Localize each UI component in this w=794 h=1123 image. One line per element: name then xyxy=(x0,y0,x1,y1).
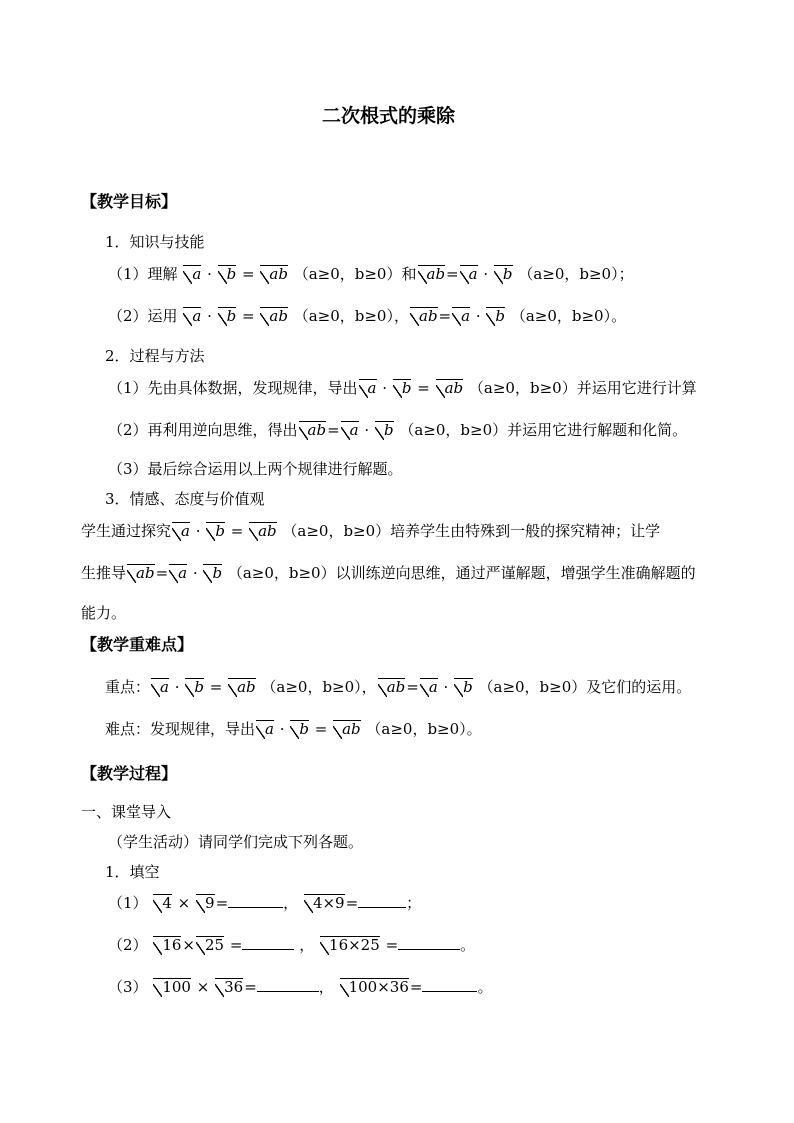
condition: （a≥0，b≥0） xyxy=(261,678,362,696)
times-symbol: × xyxy=(196,978,210,996)
answer-blank[interactable] xyxy=(242,935,294,950)
sqrt-b: b xyxy=(218,307,237,325)
goal-1-item-2 xyxy=(108,306,626,326)
question-2-end: 。 xyxy=(460,936,476,954)
question-3-end: 。 xyxy=(477,978,493,996)
goal-3-para-1-end: 培养学生由特殊到一般的探究精神；让学 xyxy=(390,522,661,540)
equals-symbol: = xyxy=(230,522,244,540)
question-1-label: （1） xyxy=(108,894,148,912)
equals-symbol: = xyxy=(209,678,223,696)
sqrt-b: b xyxy=(494,265,513,283)
equals-symbol: = xyxy=(242,307,255,325)
equals-symbol: = xyxy=(155,564,169,582)
equals-symbol: = xyxy=(438,307,452,325)
goal-3-para-2-end: 以训练逆向思维，通过严谨解题，增强学生准确解题的 xyxy=(335,564,696,582)
goal-3-para-line-2 xyxy=(81,563,696,583)
goal-2-item-1 xyxy=(108,378,697,398)
equals-symbol: = xyxy=(345,894,359,912)
heading-teaching-goals: 【教学目标】 xyxy=(81,192,178,211)
sqrt-16: 16 xyxy=(153,936,181,954)
sqrt-a: a xyxy=(172,522,190,540)
sqrt-ab: ab xyxy=(228,678,256,696)
condition: （a≥0，b≥0） xyxy=(282,522,391,540)
goal-3-para-2-prefix: 生推导 xyxy=(81,564,127,582)
goal-2-title: 2．过程与方法 xyxy=(105,347,205,365)
sqrt-100x36: 100×36 xyxy=(340,978,409,996)
goal-1-item-2-mid: ， xyxy=(393,307,409,325)
student-activity: （学生活动）请同学们完成下列各题。 xyxy=(108,833,364,851)
dot-symbol: · xyxy=(174,678,180,696)
sqrt-a: a xyxy=(183,265,201,283)
sqrt-4: 4 xyxy=(153,894,172,912)
sqrt-9: 9 xyxy=(196,894,215,912)
equals-symbol: = xyxy=(446,265,459,283)
sqrt-a: a xyxy=(183,307,201,325)
sqrt-ab: ab xyxy=(436,379,464,397)
equals-symbol: = xyxy=(215,894,229,912)
sqrt-ab: ab xyxy=(333,720,361,738)
condition: （a≥0，b≥0） xyxy=(399,421,508,439)
sqrt-36: 36 xyxy=(215,978,243,996)
sqrt-100: 100 xyxy=(153,978,191,996)
heading-key-points: 【教学重难点】 xyxy=(81,635,194,654)
sqrt-b: b xyxy=(393,379,412,397)
sqrt-a: a xyxy=(151,678,169,696)
equals-symbol: = xyxy=(314,720,328,738)
sqrt-ab: ab xyxy=(260,307,288,325)
equals-symbol: = xyxy=(327,421,340,439)
question-1 xyxy=(108,893,421,913)
condition: （a≥0，b≥0） xyxy=(366,720,467,738)
question-3-label: （3） xyxy=(108,978,148,996)
sqrt-b: b xyxy=(454,678,473,696)
answer-blank[interactable] xyxy=(398,935,460,950)
sqrt-b: b xyxy=(486,307,505,325)
equals-symbol: = xyxy=(242,265,255,283)
sqrt-b: b xyxy=(375,421,394,439)
times-symbol: × xyxy=(177,894,191,912)
goal-2-item-1-end: 并运用它进行计算 xyxy=(576,379,697,397)
sqrt-a: a xyxy=(169,564,187,582)
equals-symbol: = xyxy=(417,379,430,397)
dot-symbol: · xyxy=(192,564,198,582)
condition: （a≥0，b≥0） xyxy=(510,307,612,325)
question-3-sep: ， xyxy=(318,978,334,996)
dot-symbol: · xyxy=(279,720,285,738)
sqrt-4x9: 4×9 xyxy=(304,894,345,912)
sqrt-ab: ab xyxy=(249,522,277,540)
question-1-sep: ， xyxy=(283,894,299,912)
condition: （a≥0，b≥0） xyxy=(468,379,577,397)
part-1-title: 一、课堂导入 xyxy=(81,803,172,821)
goal-2-item-2-prefix: （2）再利用逆向思维，得出 xyxy=(108,421,298,439)
page-title: 二次根式的乘除 xyxy=(322,105,456,127)
equals-symbol: = xyxy=(406,678,419,696)
question-2-label: （2） xyxy=(108,936,148,954)
key-point-end: 及它们的运用。 xyxy=(586,678,692,696)
goal-3-para-line-3: 能力。 xyxy=(81,604,127,622)
question-2 xyxy=(108,935,475,955)
dot-symbol: · xyxy=(207,307,212,325)
dot-symbol: · xyxy=(207,265,212,283)
condition: （a≥0，b≥0） xyxy=(518,265,619,283)
difficulty-line xyxy=(105,719,482,739)
goal-1-item-1-prefix: （1）理解 xyxy=(108,265,178,283)
goal-1-item-1 xyxy=(108,264,634,284)
goal-1-title: 1．知识与技能 xyxy=(105,233,205,251)
sqrt-b: b xyxy=(203,564,222,582)
goal-3-title: 3．情感、态度与价值观 xyxy=(105,490,265,508)
condition: （a≥0，b≥0） xyxy=(227,564,336,582)
goal-3-para-line-1 xyxy=(81,521,660,541)
fill-in-title: 1．填空 xyxy=(105,863,160,881)
goal-2-item-2 xyxy=(108,420,687,440)
heading-teaching-process: 【教学过程】 xyxy=(81,764,178,783)
goal-1-item-1-mid: 和 xyxy=(401,265,417,283)
sqrt-ab: ab xyxy=(410,307,438,325)
question-3 xyxy=(108,977,492,997)
goal-2-item-3: （3）最后综合运用以上两个规律进行解题。 xyxy=(108,460,403,478)
difficulty-label: 难点：发现规律，导出 xyxy=(105,720,256,738)
goal-1-item-1-end: ； xyxy=(618,265,634,283)
question-1-end: ； xyxy=(406,894,422,912)
goal-2-item-2-end: 并运用它进行解题和化简。 xyxy=(507,421,688,439)
key-point-label: 重点： xyxy=(105,678,151,696)
sqrt-ab: ab xyxy=(299,421,327,439)
sqrt-a: a xyxy=(460,265,478,283)
sqrt-b: b xyxy=(218,265,237,283)
dot-symbol: · xyxy=(475,307,481,325)
equals-symbol: = xyxy=(409,978,423,996)
sqrt-b: b xyxy=(206,522,225,540)
key-point-mid: ， xyxy=(361,678,377,696)
difficulty-end: 。 xyxy=(466,720,482,738)
sqrt-ab: ab xyxy=(378,678,406,696)
goal-2-item-1-prefix: （1）先由具体数据，发现规律，导出 xyxy=(108,379,358,397)
sqrt-b: b xyxy=(290,720,309,738)
sqrt-a: a xyxy=(256,720,274,738)
dot-symbol: · xyxy=(443,678,449,696)
sqrt-ab: ab xyxy=(418,265,446,283)
condition: （a≥0，b≥0） xyxy=(478,678,587,696)
goal-1-item-2-prefix: （2）运用 xyxy=(108,307,178,325)
goal-3-para-1-prefix: 学生通过探究 xyxy=(81,522,172,540)
equals-symbol: = xyxy=(385,936,399,954)
equals-symbol: = xyxy=(229,936,243,954)
condition: （a≥0，b≥0） xyxy=(293,265,402,283)
sqrt-a: a xyxy=(341,421,359,439)
dot-symbol: · xyxy=(382,379,388,397)
key-point-line xyxy=(105,677,691,697)
question-2-sep: ， xyxy=(299,936,315,954)
answer-blank[interactable] xyxy=(422,977,477,992)
dot-symbol: · xyxy=(195,522,201,540)
condition: （a≥0，b≥0） xyxy=(293,307,394,325)
sqrt-25: 25 xyxy=(196,936,224,954)
sqrt-ab: ab xyxy=(260,265,288,283)
sqrt-ab: ab xyxy=(127,564,155,582)
dot-symbol: · xyxy=(364,421,370,439)
sqrt-a: a xyxy=(359,379,377,397)
sqrt-a: a xyxy=(452,307,470,325)
sqrt-b: b xyxy=(185,678,204,696)
sqrt-a: a xyxy=(420,678,438,696)
goal-1-item-2-end: 。 xyxy=(611,307,627,325)
answer-blank[interactable] xyxy=(358,893,406,908)
dot-symbol: · xyxy=(483,265,489,283)
sqrt-16x25: 16×25 xyxy=(320,936,380,954)
times-symbol: × xyxy=(182,936,195,954)
equals-symbol: = xyxy=(244,978,257,996)
answer-blank[interactable] xyxy=(228,893,283,908)
answer-blank[interactable] xyxy=(257,977,319,992)
